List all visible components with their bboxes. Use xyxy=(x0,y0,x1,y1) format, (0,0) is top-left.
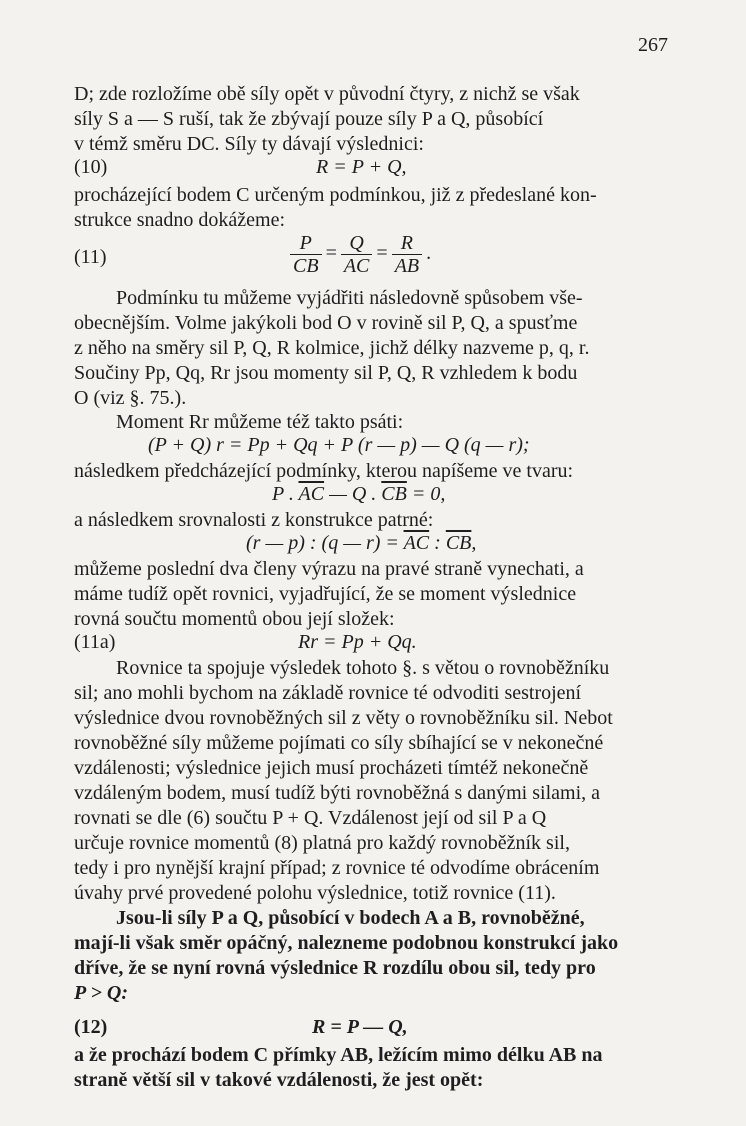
text-line: můžeme poslední dva členy výrazu na pravé straně vynechati, a xyxy=(74,558,584,580)
text-line: obecnějším. Volme jakýkoli bod O v rovině sil P, Q, a spusťme xyxy=(74,312,578,334)
text-line: tedy i pro nynější krajní případ; z rovnice té odvodíme obrácením xyxy=(74,857,600,879)
text-line: následkem předcházející podmínky, kterou napíšeme ve tvaru: xyxy=(74,460,574,482)
text-line: a že prochází bodem C přímky AB, ležícím mimo délku AB na xyxy=(74,1044,603,1066)
text-line: procházející bodem C určeným podmínkou, již z předeslané kon- xyxy=(74,184,597,206)
text-line: D; zde rozložíme obě síly opět v původní čtyry, z nichž se však xyxy=(74,83,580,105)
text-line: mají-li však směr opáčný, nalezneme podobnou konstrukcí jako xyxy=(74,932,619,954)
text-line: v témž směru DC. Síly ty dávají výslednici: xyxy=(74,133,424,155)
equation-moment: (P + Q) r = Pp + Qq + P (r — p) — Q (q — r); xyxy=(148,434,530,456)
equation-label: (10) xyxy=(74,156,108,178)
text-line: Součiny Pp, Qq, Rr jsou momenty sil P, Q, R vzhledem k bodu xyxy=(74,362,578,384)
text-line: O (viz §. 75.). xyxy=(74,387,187,409)
text-line: a následkem srovnalosti z konstrukce patrné: xyxy=(74,509,434,531)
text-line: sil; ano mohli bychom na základě rovnice té odvoditi sestrojení xyxy=(74,682,582,704)
fraction: $\frac{R}{AB}$ xyxy=(392,232,422,277)
equation-12: R = P — Q, xyxy=(312,1016,408,1038)
equation-label: (11) xyxy=(74,246,107,268)
text-line: úvahy prvé provedené polohu výslednice, totiž rovnice (11). xyxy=(74,882,556,904)
equation-10: R = P + Q, xyxy=(316,156,407,178)
equation-ratio: (r — p) : (q — $r) = \overline{AC}$ : $\overline{CB}$, xyxy=(246,532,477,554)
equation-condition: P . $\overline{AC}$ — Q . $\overline{CB} = 0$, xyxy=(272,483,446,505)
text-line: z něho na směry sil P, Q, R kolmice, jichž délky nazveme p, q, r. xyxy=(74,337,590,359)
equation-label: (11a) xyxy=(74,631,116,653)
text-line: dříve, že se nyní rovná výslednice R rozdílu obou sil, tedy pro xyxy=(74,957,596,979)
text-line: Moment Rr můžeme též takto psáti: xyxy=(116,411,404,433)
equation-11: $\frac{P}{CB}$ = $\frac{Q}{AC}$ = $\frac{R}{AB}$ . xyxy=(286,232,431,277)
text-line: vzdáleným bodem, musí tudíž býti rovnoběžná s danými silami, a xyxy=(74,782,601,804)
text-line: máme tudíž opět rovnici, vyjadřující, že se moment výslednice xyxy=(74,583,577,605)
text-line: strukce snadno dokážeme: xyxy=(74,209,286,231)
text-line: rovná součtu momentů obou její složek: xyxy=(74,608,395,630)
text-line: Podmínku tu můžeme vyjádřiti následovně spůsobem vše- xyxy=(116,287,583,309)
text-line: straně větší sil v takové vzdálenosti, že jest opět: xyxy=(74,1069,484,1091)
equation-label: (12) xyxy=(74,1016,108,1038)
text-line: Rovnice ta spojuje výsledek tohoto §. s větou o rovnoběžníku xyxy=(116,657,610,679)
text-line: P > Q: xyxy=(74,982,128,1004)
equation-11a: Rr = Pp + Qq. xyxy=(298,631,417,653)
text-line: výslednice dvou rovnoběžných sil z věty o rovnoběžníku sil. Nebot xyxy=(74,707,613,729)
text-line: Jsou-li síly P a Q, působící v bodech A a B, rovnoběžné, xyxy=(116,907,585,929)
text-line: vzdálenosti; výslednice jejich musí procházeti tímtéž nekonečně xyxy=(74,757,589,779)
fraction: $\frac{Q}{AC}$ xyxy=(341,232,373,277)
fraction: $\frac{P}{CB}$ xyxy=(290,232,322,277)
text-line: rovnoběžné síly můžeme pojímati co síly sbíhající se v nekonečné xyxy=(74,732,604,754)
text-line: určuje rovnice momentů (8) platná pro každý rovnoběžník sil, xyxy=(74,832,570,854)
text-line: síly S a — S ruší, tak že zbývají pouze síly P a Q, působící xyxy=(74,108,544,130)
page-number: 267 xyxy=(638,34,668,56)
text-line: rovnati se dle (6) součtu P + Q. Vzdálenost její od sil P a Q xyxy=(74,807,547,829)
